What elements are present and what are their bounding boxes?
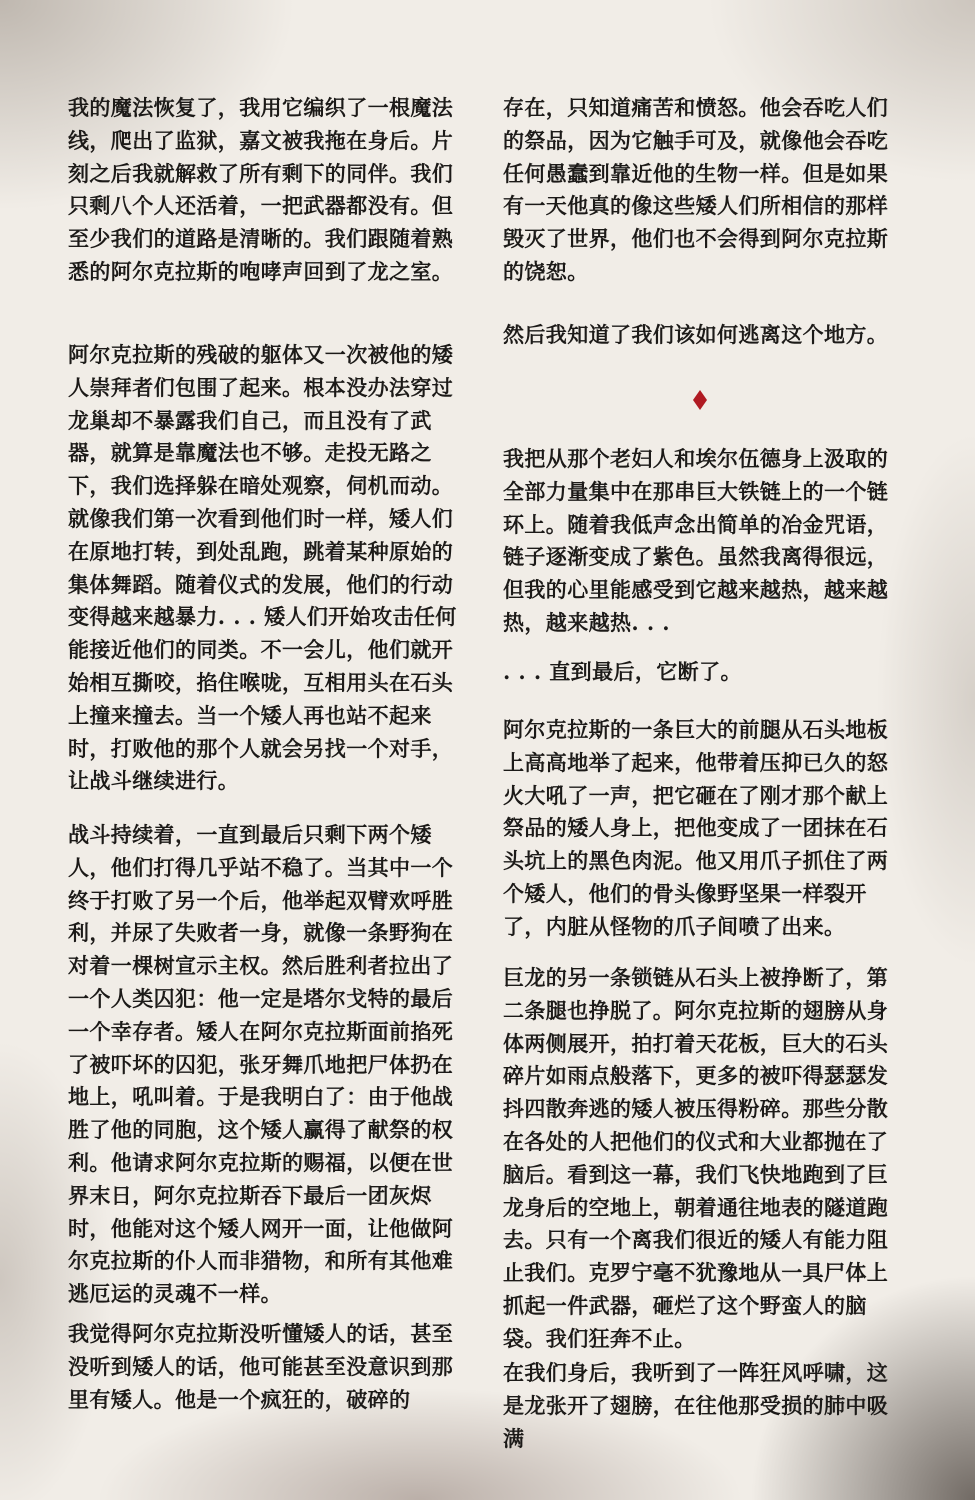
paragraph: 战斗持续着，一直到最后只剩下两个矮人，他们打得几乎站不稳了。当其中一个终于打败了另一个后，他举起双臂欢呼胜利，并尿了失败者一身，就像一条野狗在对着一棵树宣示主权。然后胜利者拉出了一个人类囚犯：他一定是塔尔戈特的最后一个幸存者。矮人在阿尔克拉斯面前掐死了被吓坏的囚犯，张牙舞爪地把尸体扔在地上，吼叫着。于是我明白了：由于他战胜了他的同胞，这个矮人赢得了献祭的权利。他请求阿尔克拉斯的赐福，以便在世界末日，阿尔克拉斯吞下最后一团灰烬时，他能对这个矮人网开一面，让他做阿尔克拉斯的仆人而非猎物，和所有其他难逃厄运的灵魂不一样。 [68,822,454,1307]
paragraph: 我觉得阿尔克拉斯没听懂矮人的话，甚至没听到矮人的话，他可能甚至没意识到那里有矮人。他是一个疯狂的，破碎的 [68,1321,454,1412]
paragraph: 阿尔克拉斯的残破的躯体又一次被他的矮人崇拜者们包围了起来。根本没办法穿过龙巢却不暴露我们自己，而且没有了武器，就算是靠魔法也不够。走投无路之下，我们选择躲在暗处观察，伺机而动。就像我们第一次看到他们时一样，矮人们在原地打转，到处乱跑，跳着某种原始的集体舞蹈。随着仪式的发展，他们的行动变得越来越暴力. . . 矮人们开始攻击任何能接近他们的同类。不一会儿，他们就开始相互撕咬，掐住喉咙，互相用头在石头上撞来撞去。当一个矮人再也站不起来时，打败他的那个人就会另找一个对手，让战斗继续进行。 [68,342,457,794]
paragraph: 存在，只知道痛苦和愤怒。他会吞吃人们的祭品，因为它触手可及，就像他会吞吃任何愚蠢到靠近他的生物一样。但是如果有一天他真的像这些矮人们所相信的那样毁灭了世界，他们也不会得到阿尔克拉斯的饶恕。 [503,95,889,284]
red-diamond-icon [693,390,707,410]
paragraph: 我把从那个老妇人和埃尔伍德身上汲取的全部力量集中在那串巨大铁链上的一个链环上。随着我低声念出简单的冶金咒语，链子逐渐变成了紫色。虽然我离得很远，但我的心里能感受到它越来越热，越来越热，越来越热. . . [503,446,889,635]
paragraph: 阿尔克拉斯的一条巨大的前腿从石头地板上高高地举了起来，他带着压抑已久的怒火大吼了一声，把它砸在了刚才那个献上祭品的矮人身上，把他变成了一团抹在石头坑上的黑色肉泥。他又用爪子抓住了两个矮人，他们的骨头像野坚果一样裂开了，内脏从怪物的爪子间喷了出来。 [503,717,889,939]
paragraph: . . . 直到最后，它断了。 [503,659,742,684]
paragraph: 在我们身后，我听到了一阵狂风呼啸，这是龙张开了翅膀，在往他那受损的肺中吸满 [503,1360,889,1451]
paragraph: 我的魔法恢复了，我用它编织了一根魔法线，爬出了监狱，嘉文被我拖在身后。片刻之后我就解救了所有剩下的同伴。我们只剩八个人还活着，一把武器都没有。但至少我们的道路是清晰的。我们跟随着熟悉的阿尔克拉斯的咆哮声回到了龙之室。 [68,95,454,284]
paragraph: 然后我知道了我们该如何逃离这个地方。 [503,322,889,347]
paragraph: 巨龙的另一条锁链从石头上被挣断了，第二条腿也挣脱了。阿尔克拉斯的翅膀从身体两侧展开，拍打着天花板，巨大的石头碎片如雨点般落下，更多的被吓得瑟瑟发抖四散奔逃的矮人被压得粉碎。那些分散在各处的人把他们的仪式和大业都抛在了脑后。看到这一幕，我们飞快地跑到了巨龙身后的空地上，朝着通往地表的隧道跑去。只有一个离我们很近的矮人有能力阻止我们。克罗宁毫不犹豫地从一具尸体上抓起一件武器，砸烂了这个野蛮人的脑袋。我们狂奔不止。 [503,965,889,1351]
